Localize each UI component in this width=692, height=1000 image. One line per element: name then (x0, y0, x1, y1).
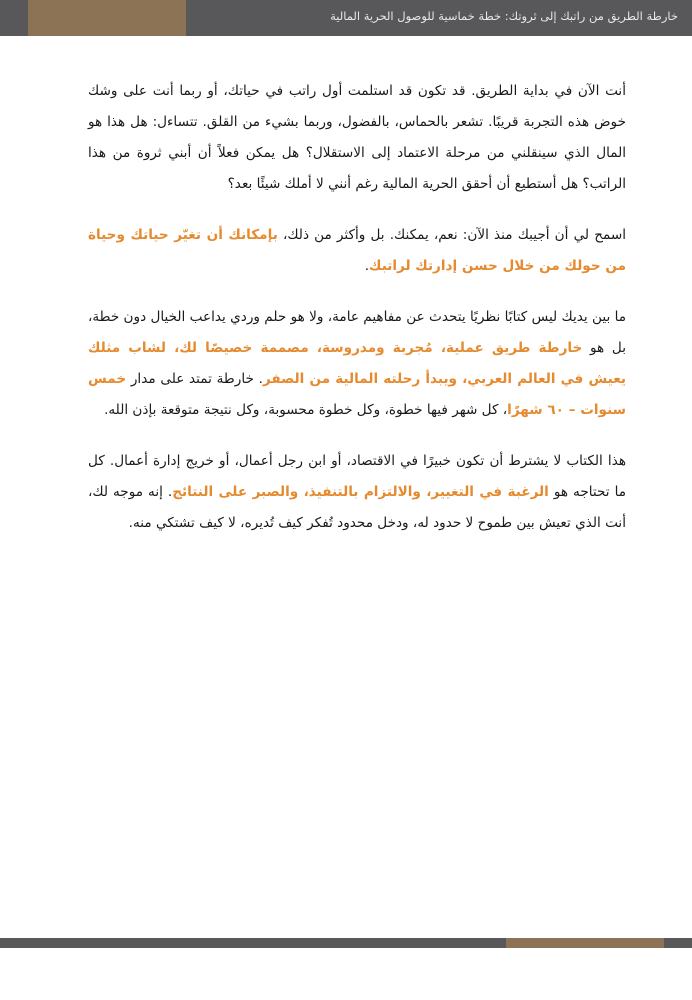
paragraph-audience-text-2: . إنه موجه لك، أنت الذي تعيش بين طموح لا حدود له، ودخل محدود تُفكر كيف تُديره، لا كيف تشتكي منه. (88, 484, 626, 531)
highlight-change-life: بإمكانك أن تغيّر حياتك وحياة من حولك من خلال حسن إدارتك لراتبك (88, 227, 626, 274)
highlight-practical-roadmap: خارطة طريق عملية، مُجربة ومدروسة، مصممة خصيصًا لك، لشاب مثلك يعيش في العالم العربي، ويبدأ رحلته المالية من الصفر (88, 340, 626, 387)
paragraph-roadmap-text-3: ، كل شهر فيها خطوة، وكل خطوة محسوبة، وكل نتيجة متوقعة بإذن الله. (104, 402, 508, 418)
paragraph-roadmap-text-1: ما بين يديك ليس كتابًا نظريًا يتحدث عن مفاهيم عامة، ولا هو حلم وردي يداعب الخيال دون خطة، بل هو (88, 309, 626, 356)
paragraph-audience (88, 446, 626, 539)
paragraph-roadmap (88, 302, 626, 426)
running-header-title: خارطة الطريق من راتبك إلى ثروتك: خطة خماسية للوصول الحرية المالية (330, 9, 678, 23)
paragraph-answer (88, 220, 626, 282)
paragraph-audience-text-1: هذا الكتاب لا يشترط أن تكون خبيرًا في الاقتصاد، أو ابن رجل أعمال، أو خريج إدارة أعمال. كل ما تحتاجه هو (88, 453, 626, 500)
header-accent-bar (28, 0, 186, 36)
highlight-five-years: خمس سنوات – ٦٠ شهرًا (88, 371, 626, 418)
paragraph-answer-text: اسمح لي أن أجيبك منذ الآن: نعم، يمكنك. بل وأكثر من ذلك، (277, 227, 626, 243)
paragraph-roadmap-text-2: . خارطة تمتد على مدار (126, 371, 263, 387)
highlight-desire-commitment: الرغبة في التغيير، والالتزام بالتنفيذ، والصبر على النتائج (172, 484, 549, 500)
page-body (88, 76, 626, 559)
paragraph-answer-end: . (364, 258, 370, 274)
footer-accent-bar (506, 938, 664, 948)
paragraph-intro: أنت الآن في بداية الطريق. قد تكون قد استلمت أول راتب في حياتك، أو ربما أنت على وشك خوض هذه التجربة قريبًا. تشعر بالحماس، بالفضول، وربما بشيء من القلق. تتساءل: هل هذا هو المال الذي سينقلني من مرحلة الاعتماد إلى الاستقلال؟ هل يمكن فعلاً أن أبني ثروة من هذا الراتب؟ هل أستطيع أن أحقق الحرية المالية رغم أنني لا أملك شيئًا بعد؟ (88, 83, 626, 192)
